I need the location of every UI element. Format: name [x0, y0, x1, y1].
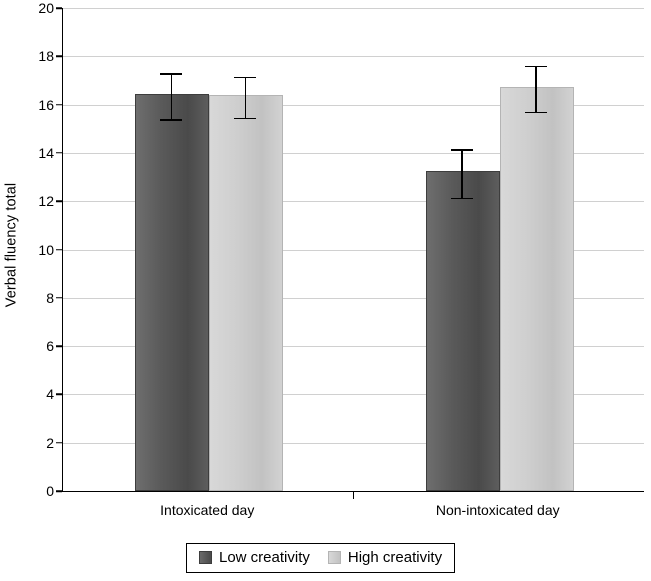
error-bar-cap [525, 112, 547, 114]
bar [500, 87, 574, 491]
bar [426, 171, 500, 491]
y-tick-label: 12 [38, 193, 54, 210]
legend-swatch-low-creativity [199, 551, 212, 564]
error-bar-cap [234, 118, 256, 120]
error-bar-cap [160, 73, 182, 75]
error-bar [171, 73, 173, 119]
legend-item-low-creativity [199, 549, 310, 566]
chart-legend [186, 543, 455, 573]
error-bar [535, 66, 537, 112]
x-tick-label: Intoxicated day [160, 502, 255, 518]
error-bar [461, 149, 463, 197]
legend-label-low-creativity: Low creativity [219, 549, 310, 566]
y-tick-label: 20 [38, 0, 54, 16]
legend-item-high-creativity [328, 549, 442, 566]
y-tick-label: 6 [46, 338, 54, 355]
y-axis-ticks [0, 0, 60, 499]
x-tick-label: Non-intoxicated day [435, 502, 560, 518]
error-bar [245, 77, 247, 118]
y-tick-label: 16 [38, 96, 54, 113]
error-bar-cap [160, 119, 182, 121]
error-bar-cap [234, 77, 256, 79]
y-tick-label: 8 [46, 289, 54, 306]
y-axis-title-label: Verbal fluency total [3, 182, 19, 308]
bar [209, 95, 283, 491]
y-tick-label: 10 [38, 241, 54, 258]
legend-label-high-creativity: High creativity [347, 549, 443, 566]
bars-layer [63, 8, 644, 491]
y-tick-label: 4 [46, 386, 54, 403]
y-tick-label: 0 [46, 483, 54, 499]
bar [135, 94, 209, 491]
y-tick-label: 18 [38, 48, 54, 65]
legend-swatch-high-creativity [328, 551, 341, 564]
x-tick-mark [353, 492, 355, 499]
error-bar-cap [451, 149, 473, 151]
y-tick-label: 2 [46, 434, 54, 451]
y-tick-label: 14 [38, 144, 54, 161]
error-bar-cap [451, 198, 473, 200]
plot-area [62, 8, 644, 492]
error-bar-cap [525, 66, 547, 68]
